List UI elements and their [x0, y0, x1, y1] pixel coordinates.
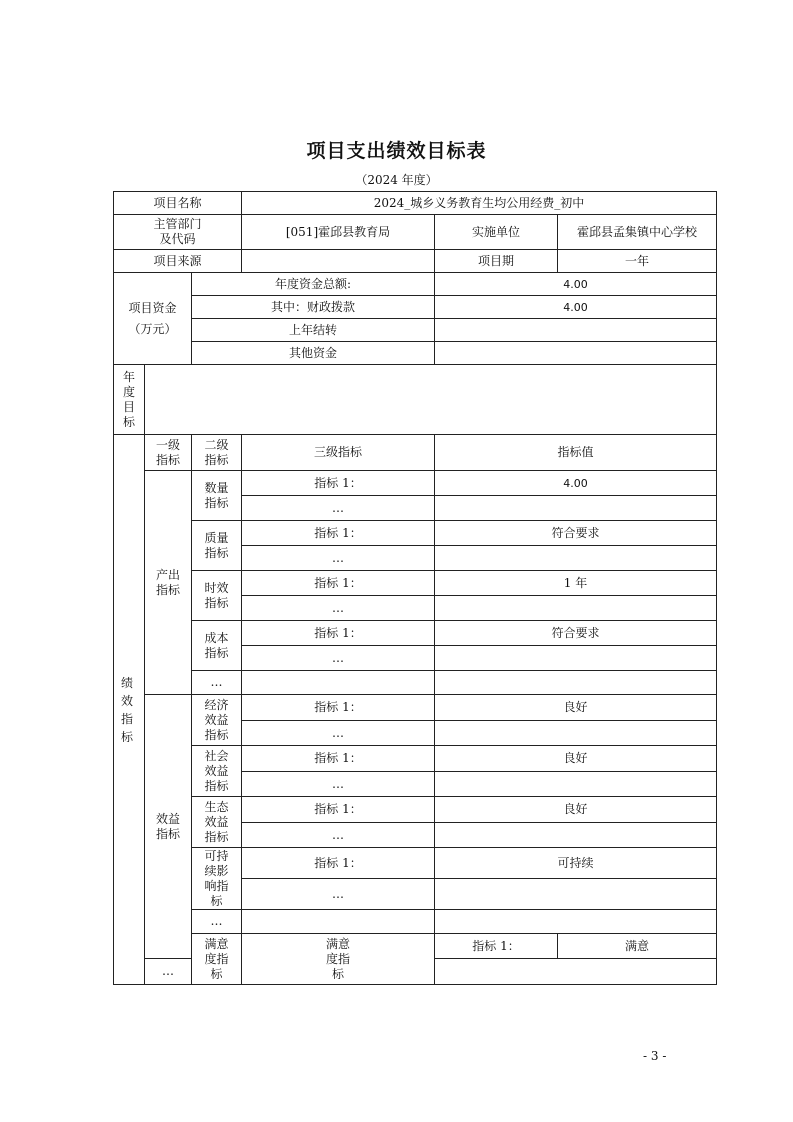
ecological-indicator-value: 良好 [435, 797, 717, 823]
cost-indicator-name: 指标 1： [242, 621, 435, 646]
sustainability-more-value [435, 879, 717, 910]
cost-label-line2: 指标 [204, 645, 229, 660]
output-more-name [242, 671, 435, 695]
cost-more-value [435, 646, 717, 671]
department-row [114, 215, 717, 250]
economic-indicator-name: 指标 1： [242, 695, 435, 721]
project-name-row [114, 192, 717, 215]
output-label-line2: 指标 [155, 582, 180, 597]
indicator-section-label-text: 绩效指标 [121, 675, 134, 744]
funds-label-line2: （万元） [128, 321, 177, 336]
output-more-value [435, 671, 717, 695]
quantity-more-value [435, 496, 717, 521]
benefit-label-line2: 指标 [155, 826, 180, 841]
output-label-line1: 产出 [155, 567, 180, 582]
quantity-label-line1: 数量 [204, 480, 229, 495]
annual-goal-label: 年度目标 [114, 365, 145, 435]
funds-total-label: 年度资金总额: [192, 273, 435, 296]
economic-label-line3: 指标 [204, 727, 229, 742]
annual-goal-row [114, 365, 717, 435]
quality-more-value [435, 546, 717, 571]
funds-row-total [114, 273, 717, 296]
funds-label [114, 273, 192, 365]
period-value: 一年 [558, 250, 717, 273]
timeliness-indicator-value: 1 年 [435, 571, 717, 596]
satisfaction-level1-line2: 度指 [204, 951, 229, 966]
economic-indicator-value: 良好 [435, 695, 717, 721]
social-label-line3: 指标 [204, 778, 229, 793]
department-value: [051]霍邱县教育局 [242, 215, 435, 250]
funds-fiscal-label: 其中：财政拨款 [192, 296, 435, 319]
satisfaction-level2-line3: 标 [331, 966, 344, 981]
social-label [192, 746, 242, 797]
header-level1-line2: 指标 [155, 452, 180, 467]
quality-label-line2: 指标 [204, 545, 229, 560]
cost-more: … [242, 646, 435, 671]
social-label-line1: 社会 [204, 748, 229, 763]
timeliness-indicator-row [114, 571, 717, 596]
ecological-more: … [242, 823, 435, 848]
sustainability-label-line4: 标 [210, 893, 223, 908]
satisfaction-level1-line3: 标 [210, 966, 223, 981]
funds-row-other [114, 342, 717, 365]
cost-label [192, 621, 242, 671]
funds-row-fiscal [114, 296, 717, 319]
ecological-label-line3: 指标 [204, 829, 229, 844]
sustainability-label-line1: 可持 [204, 848, 229, 863]
source-row [114, 250, 717, 273]
quality-indicator-name: 指标 1： [242, 521, 435, 546]
header-value: 指标值 [435, 435, 717, 471]
header-level1-line1: 一级 [155, 437, 180, 452]
timeliness-label [192, 571, 242, 621]
satisfaction-level1-label [192, 934, 242, 985]
implementing-unit-value: 霍邱县孟集镇中心学校 [558, 215, 717, 250]
ecological-label [192, 797, 242, 848]
sustainability-indicator-value: 可持续 [435, 848, 717, 879]
benefit-more-name [242, 910, 435, 934]
economic-more-value [435, 721, 717, 746]
quantity-indicator-value: 4.00 [435, 471, 717, 496]
funds-label-line1: 项目资金 [128, 300, 177, 315]
indicator-header-row [114, 435, 717, 471]
sustainability-indicator-row [114, 848, 717, 879]
department-label [114, 215, 242, 250]
economic-label [192, 695, 242, 746]
page-subtitle: （2024 年度） [355, 173, 438, 187]
quality-more: … [242, 546, 435, 571]
indicator-section-label [114, 435, 145, 985]
satisfaction-level2-line2: 度指 [325, 951, 350, 966]
satisfaction-level1-line1: 满意 [204, 936, 229, 951]
header-level2 [192, 435, 242, 471]
quality-indicator-row [114, 521, 717, 546]
ecological-label-line1: 生态 [204, 799, 229, 814]
satisfaction-more: … [145, 959, 192, 985]
satisfaction-level2-label [242, 934, 435, 985]
economic-indicator-row [114, 695, 717, 721]
source-label: 项目来源 [114, 250, 242, 273]
department-label-line1: 主管部门 [153, 217, 202, 231]
ecological-indicator-name: 指标 1： [242, 797, 435, 823]
quantity-indicator-row [114, 471, 717, 496]
project-name-label: 项目名称 [114, 192, 242, 215]
quantity-label [192, 471, 242, 521]
funds-fiscal-value: 4.00 [435, 296, 717, 319]
benefit-more: … [192, 910, 242, 934]
quality-label-line1: 质量 [204, 530, 229, 545]
annual-goal-value [145, 365, 717, 435]
funds-other-label: 其他资金 [192, 342, 435, 365]
sustainability-label-line2: 续影 [204, 863, 229, 878]
funds-carryover-value [435, 319, 717, 342]
quality-label [192, 521, 242, 571]
timeliness-more: … [242, 596, 435, 621]
social-label-line2: 效益 [204, 763, 229, 778]
benefit-label-line1: 效益 [155, 811, 180, 826]
quantity-more: … [242, 496, 435, 521]
funds-total-value: 4.00 [435, 273, 717, 296]
output-more-row [114, 671, 717, 695]
department-label-line2: 及代码 [159, 232, 196, 246]
funds-other-value [435, 342, 717, 365]
economic-label-line1: 经济 [204, 697, 229, 712]
sustainability-indicator-name: 指标 1： [242, 848, 435, 879]
satisfaction-more-value [435, 959, 717, 985]
output-more: … [192, 671, 242, 695]
sustainability-more: … [242, 879, 435, 910]
quality-indicator-value: 符合要求 [435, 521, 717, 546]
output-label [145, 471, 192, 695]
cost-indicator-row [114, 621, 717, 646]
quantity-indicator-name: 指标 1： [242, 471, 435, 496]
header-level1 [145, 435, 192, 471]
funds-row-carryover [114, 319, 717, 342]
header-level2-line1: 二级 [204, 437, 229, 452]
benefit-label [145, 695, 192, 959]
performance-goal-table [113, 191, 717, 985]
economic-label-line2: 效益 [204, 712, 229, 727]
implementing-unit-label: 实施单位 [435, 215, 558, 250]
satisfaction-level2-line1: 满意 [325, 936, 350, 951]
ecological-more-value [435, 823, 717, 848]
social-more-value [435, 772, 717, 797]
timeliness-label-line1: 时效 [204, 580, 229, 595]
page-number: - 3 - [643, 1049, 667, 1063]
period-label: 项目期 [435, 250, 558, 273]
ecological-label-line2: 效益 [204, 814, 229, 829]
timeliness-indicator-name: 指标 1： [242, 571, 435, 596]
timeliness-more-value [435, 596, 717, 621]
social-indicator-row [114, 746, 717, 772]
quantity-label-line2: 指标 [204, 495, 229, 510]
page-title: 项目支出绩效目标表 [306, 140, 487, 162]
economic-more: … [242, 721, 435, 746]
header-level3: 三级指标 [242, 435, 435, 471]
satisfaction-indicator-row [114, 934, 717, 959]
sustainability-label-line3: 响指 [204, 878, 229, 893]
funds-carryover-label: 上年结转 [192, 319, 435, 342]
sustainability-label [192, 848, 242, 910]
benefit-more-value [435, 910, 717, 934]
benefit-more-row [114, 910, 717, 934]
ecological-indicator-row [114, 797, 717, 823]
project-name-value: 2024_城乡义务教育生均公用经费_初中 [242, 192, 717, 215]
social-indicator-value: 良好 [435, 746, 717, 772]
cost-indicator-value: 符合要求 [435, 621, 717, 646]
social-indicator-name: 指标 1： [242, 746, 435, 772]
satisfaction-indicator-name: 指标 1： [435, 934, 558, 959]
header-level2-line2: 指标 [204, 452, 229, 467]
timeliness-label-line2: 指标 [204, 595, 229, 610]
satisfaction-indicator-value: 满意 [558, 934, 717, 959]
cost-label-line1: 成本 [204, 630, 229, 645]
source-value [242, 250, 435, 273]
social-more: … [242, 772, 435, 797]
